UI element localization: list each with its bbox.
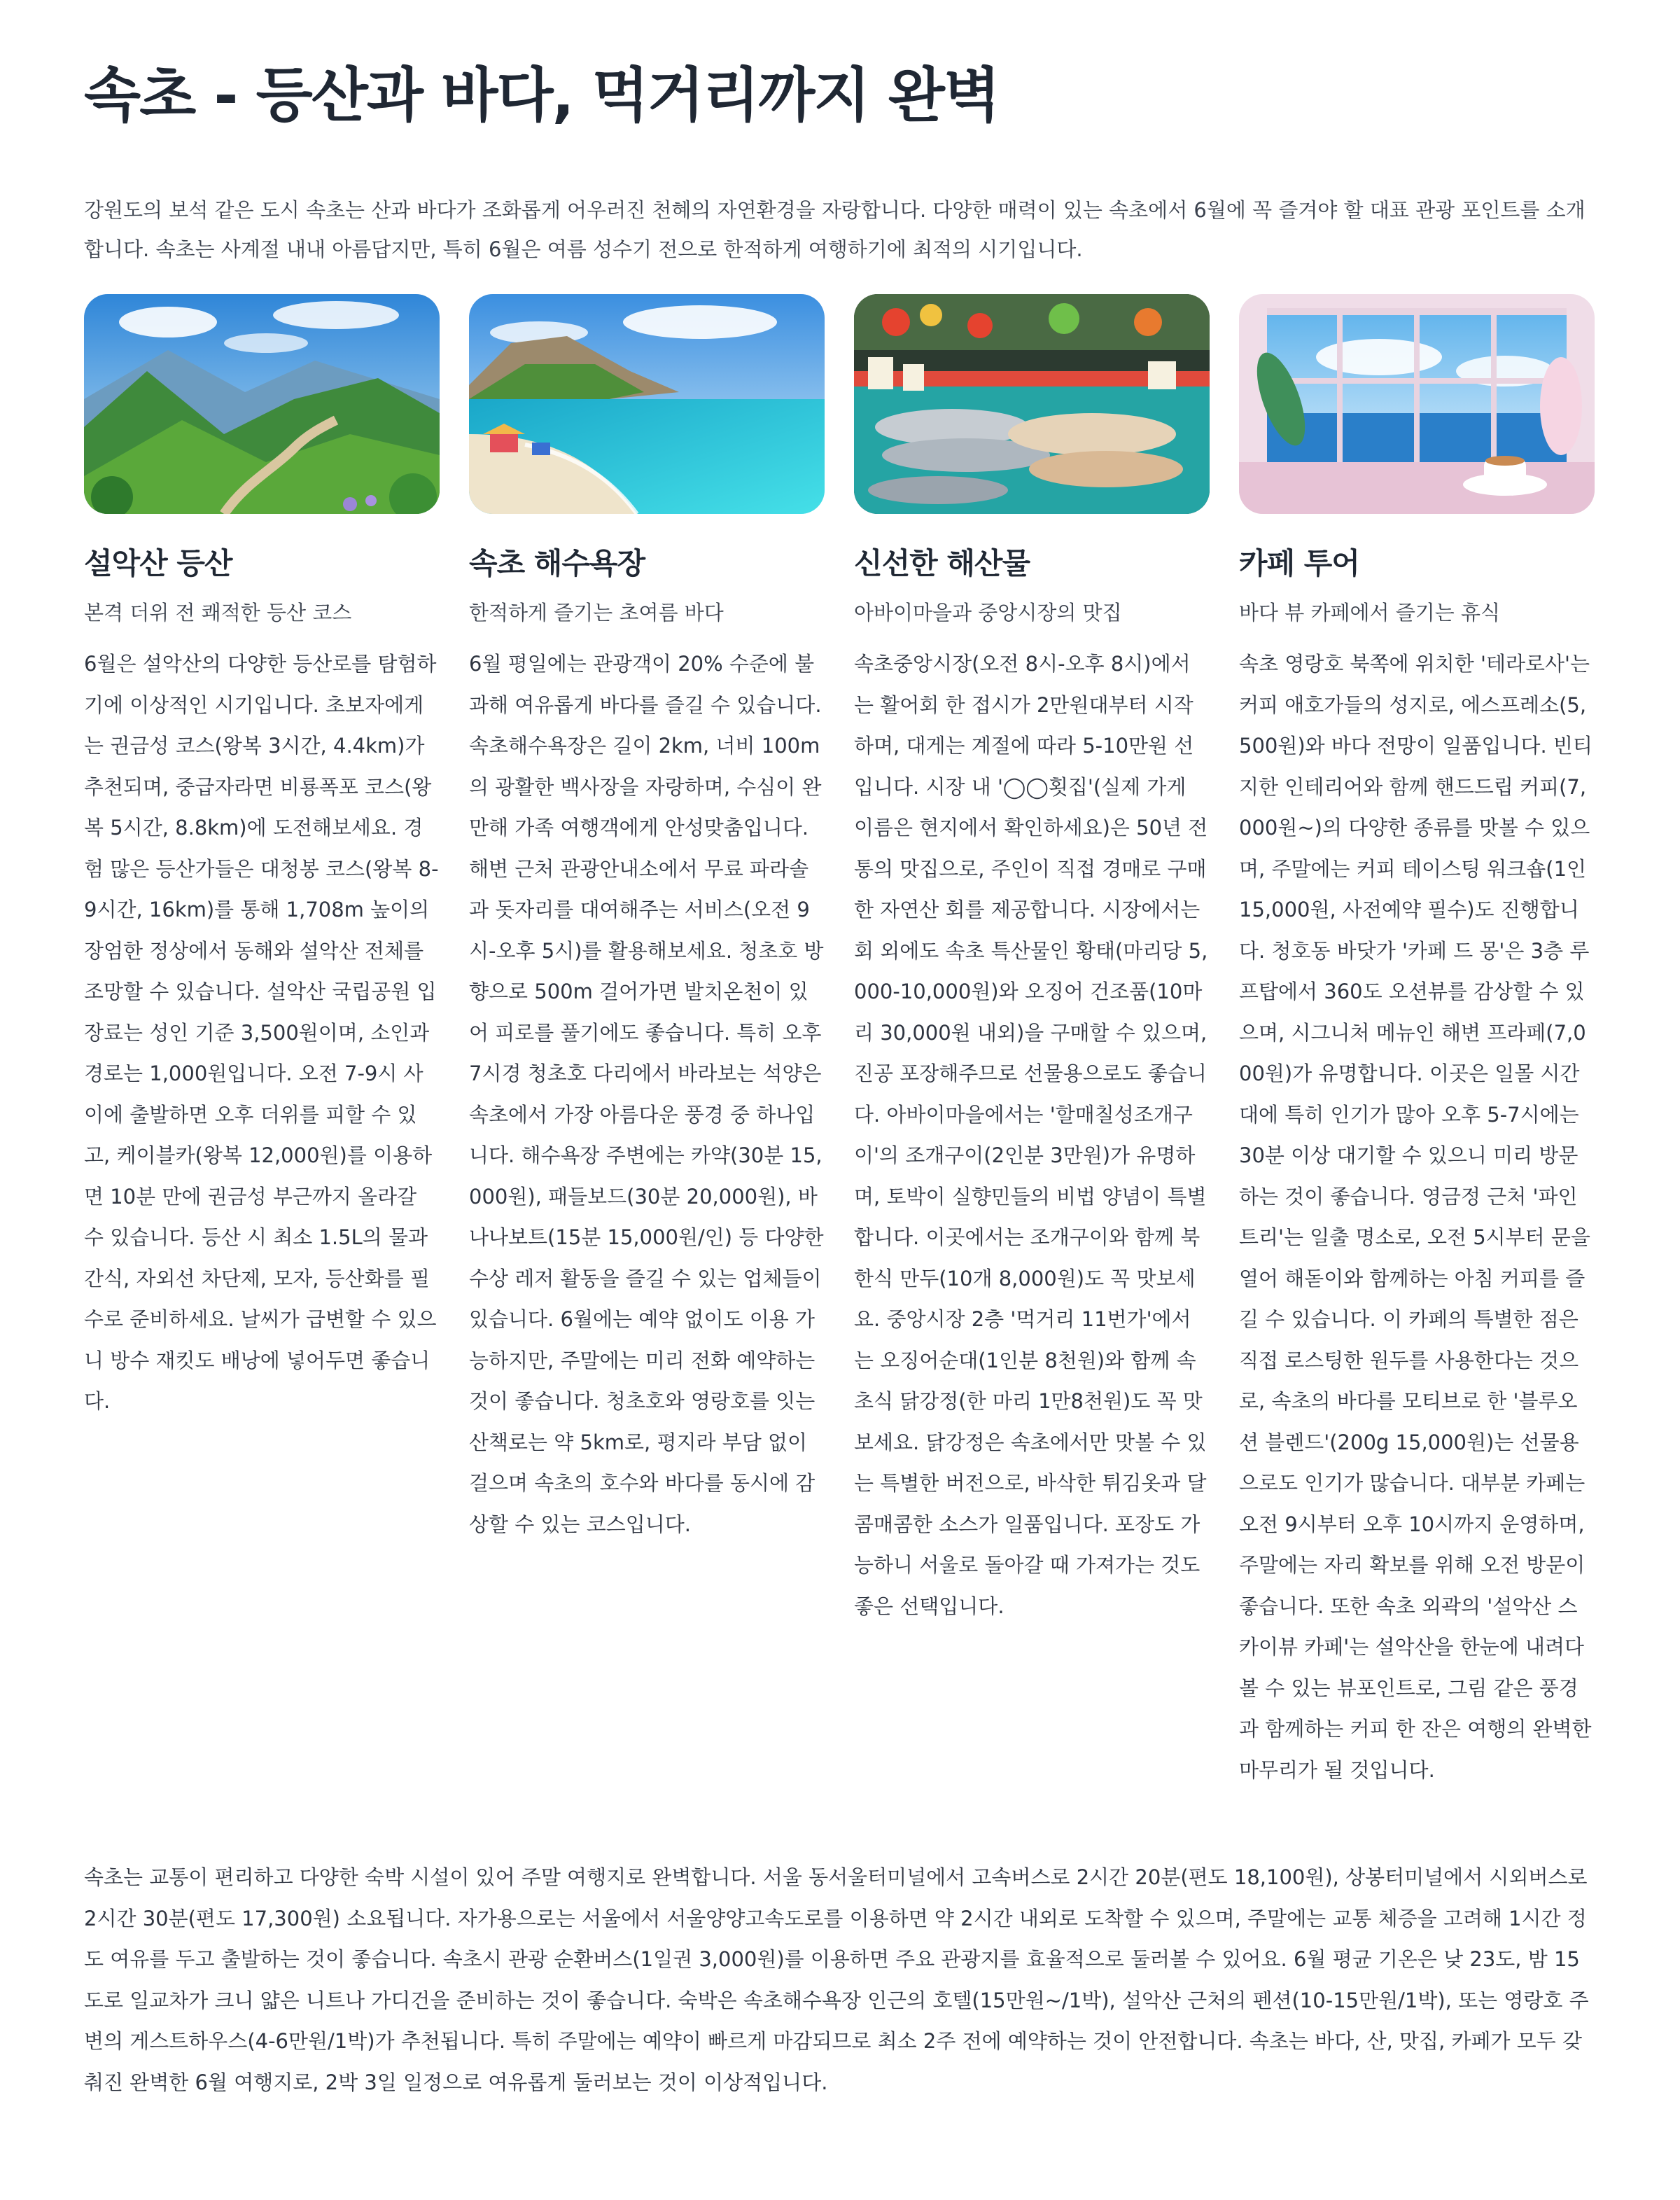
outro-paragraph: 속초는 교통이 편리하고 다양한 숙박 시설이 있어 주말 여행지로 완벽합니다. 서울 동서울터미널에서 고속버스로 2시간 20분(편도 18,100원), 상봉터미널에서 시외버스로 2시간 30분(편도 17,300원) 소요됩니다. 자가용으로는 서울에서 서울양양고속도로를 이용하면 약 2시간 내외로 도착할 수 있으며, 주말에는 교통 체증을 고려해 1시간 정도 여유를 두고 출발하는 것이 좋습니다. 속초시 관광 순환버스(1일권 3,000원)를 이용하면 주요 관광지를 효율적으로 둘러볼 수 있어요. 6월 평균 기온은 낮 23도, 밤 15도로 일교차가 크니 얇은 니트나 가디건을 준비하는 것이 좋습니다. 숙박은 속초해수욕장 인근의 호텔(15만원~/1박), 설악산 근처의 펜션(10-15만원/1박), 또는 영랑호 주변의 게스트하우스(4-6만원/1박)가 추천됩니다. 특히 주말에는 예약이 빠르게 마감되므로 최소 2주 전에 예약하는 것이 안전합니다. 속초는 바다, 산, 맛집, 카페가 모두 갖춰진 완벽한 6월 여행지로, 2박 3일 일정으로 여유롭게 둘러보는 것이 이상적입니다. bbox=[84, 1865, 1589, 2094]
section-subtitle: 한적하게 즐기는 초여름 바다 bbox=[469, 600, 724, 625]
section-cafe bbox=[1239, 294, 1595, 1790]
section-title: 신선한 해산물 bbox=[854, 546, 1030, 580]
section-subtitle: 바다 뷰 카페에서 즐기는 휴식 bbox=[1239, 600, 1501, 625]
section-seoraksan bbox=[84, 294, 440, 1422]
section-seafood bbox=[854, 294, 1210, 1627]
beach-photo bbox=[469, 294, 825, 514]
cafe-photo bbox=[1239, 294, 1595, 514]
intro-paragraph: 강원도의 보석 같은 도시 속초는 산과 바다가 조화롭게 어우러진 천혜의 자연환경을 자랑합니다. 다양한 매력이 있는 속초에서 6월에 꼭 즐겨야 할 대표 관광 포인트를 소개합니다. 속초는 사계절 내내 아름답지만, 특히 6월은 여름 성수기 전으로 한적하게 여행하기에 최적의 시기입니다. bbox=[84, 198, 1586, 261]
section-body: 6월은 설악산의 다양한 등산로를 탐험하기에 이상적인 시기입니다. 초보자에게는 권금성 코스(왕복 3시간, 4.4km)가 추천되며, 중급자라면 비룡폭포 코스(왕복 5시간, 8.8km)에 도전해보세요. 경험 많은 등산가들은 대청봉 코스(왕복 8-9시간, 16km)를 통해 1,708m 높이의 장엄한 정상에서 동해와 설악산 전체를 조망할 수 있습니다. 설악산 국립공원 입장료는 성인 기준 3,500원이며, 소인과 경로는 1,000원입니다. 오전 7-9시 사이에 출발하면 오후 더위를 피할 수 있고, 케이블카(왕복 12,000원)를 이용하면 10분 만에 권금성 부근까지 올라갈 수 있습니다. 등산 시 최소 1.5L의 물과 간식, 자외선 차단제, 모자, 등산화를 필수로 준비하세요. 날씨가 급변할 수 있으니 방수 재킷도 배낭에 넣어두면 좋습니다. bbox=[84, 652, 439, 1414]
section-body: 6월 평일에는 관광객이 20% 수준에 불과해 여유롭게 바다를 즐길 수 있습니다. 속초해수욕장은 길이 2km, 너비 100m의 광활한 백사장을 자랑하며, 수심이 완만해 가족 여행객에게 안성맞춤입니다. 해변 근처 관광안내소에서 무료 파라솔과 돗자리를 대여해주는 서비스(오전 9시-오후 5시)를 활용해보세요. 청초호 방향으로 500m 걸어가면 발치온천이 있어 피로를 풀기에도 좋습니다. 특히 오후 7시경 청초호 다리에서 바라보는 석양은 속초에서 가장 아름다운 풍경 중 하나입니다. 해수욕장 주변에는 카약(30분 15,000원), 패들보드(30분 20,000원), 바나나보트(15분 15,000원/인) 등 다양한 수상 레저 활동을 즐길 수 있는 업체들이 있습니다. 6월에는 예약 없이도 이용 가능하지만, 주말에는 미리 전화 예약하는 것이 좋습니다. 청초호와 영랑호를 잇는 산책로는 약 5km로, 평지라 부담 없이 걸으며 속초의 호수와 바다를 동시에 감상할 수 있는 코스입니다. bbox=[469, 652, 824, 1536]
page-title: 속초 - 등산과 바다, 먹거리까지 완벽 bbox=[84, 61, 1000, 130]
section-body: 속초 영랑호 북쪽에 위치한 '테라로사'는 커피 애호가들의 성지로, 에스프레소(5,500원)와 바다 전망이 일품입니다. 빈티지한 인테리어와 함께 핸드드립 커피(7,000원~)의 다양한 종류를 맛볼 수 있으며, 주말에는 커피 테이스팅 워크숍(1인 15,000원, 사전예약 필수)도 진행합니다. 청호동 바닷가 '카페 드 몽'은 3층 루프탑에서 360도 오션뷰를 감상할 수 있으며, 시그니처 메뉴인 해변 프라페(7,000원)가 유명합니다. 이곳은 일몰 시간대에 특히 인기가 많아 오후 5-7시에는 30분 이상 대기할 수 있으니 미리 방문하는 것이 좋습니다. 영금정 근처 '파인트리'는 일출 명소로, 오전 5시부터 문을 열어 해돋이와 함께하는 아침 커피를 즐길 수 있습니다. 이 카페의 특별한 점은 직접 로스팅한 원두를 사용한다는 것으로, 속초의 바다를 모티브로 한 '블루오션 블렌드'(200g 15,000원)는 선물용으로도 인기가 많습니다. 대부분 카페는 오전 9시부터 오후 10시까지 운영하며, 주말에는 자리 확보를 위해 오전 방문이 좋습니다. 또한 속초 외곽의 '설악산 스카이뷰 카페'는 설악산을 한눈에 내려다볼 수 있는 뷰포인트로, 그림 같은 풍경과 함께하는 커피 한 잔은 여행의 완벽한 마무리가 될 것입니다. bbox=[1239, 652, 1592, 1782]
section-title: 카페 투어 bbox=[1239, 546, 1359, 580]
mountain-photo bbox=[84, 294, 440, 514]
seafood-market-photo bbox=[854, 294, 1210, 514]
section-title: 속초 해수욕장 bbox=[469, 546, 645, 580]
section-subtitle: 아바이마을과 중앙시장의 맛집 bbox=[854, 600, 1122, 625]
section-beach bbox=[469, 294, 825, 1545]
section-title: 설악산 등산 bbox=[84, 546, 232, 580]
section-body: 속초중앙시장(오전 8시-오후 8시)에서는 활어회 한 접시가 2만원대부터 시작하며, 대게는 계절에 따라 5-10만원 선입니다. 시장 내 '◯◯횟집'(실제 가게 이름은 현지에서 확인하세요)은 50년 전통의 맛집으로, 주인이 직접 경매로 구매한 자연산 회를 제공합니다. 시장에서는 회 외에도 속초 특산물인 황태(마리당 5,000-10,000원)와 오징어 건조품(10마리 30,000원 내외)을 구매할 수 있으며, 진공 포장해주므로 선물용으로도 좋습니다. 아바이마을에서는 '할매칠성조개구이'의 조개구이(2인분 3만원)가 유명하며, 토박이 실향민들의 비법 양념이 특별합니다. 이곳에서는 조개구이와 함께 북한식 만두(10개 8,000원)도 꼭 맛보세요. 중앙시장 2층 '먹거리 11번가'에서는 오징어순대(1인분 8천원)와 함께 속초식 닭강정(한 마리 1만8천원)도 꼭 맛보세요. 닭강정은 속초에서만 맛볼 수 있는 특별한 버전으로, 바삭한 튀김옷과 달콤매콤한 소스가 일품입니다. 포장도 가능하니 서울로 돌아갈 때 가져가는 것도 좋은 선택입니다. bbox=[854, 652, 1208, 1618]
section-subtitle: 본격 더위 전 쾌적한 등산 코스 bbox=[84, 600, 352, 625]
